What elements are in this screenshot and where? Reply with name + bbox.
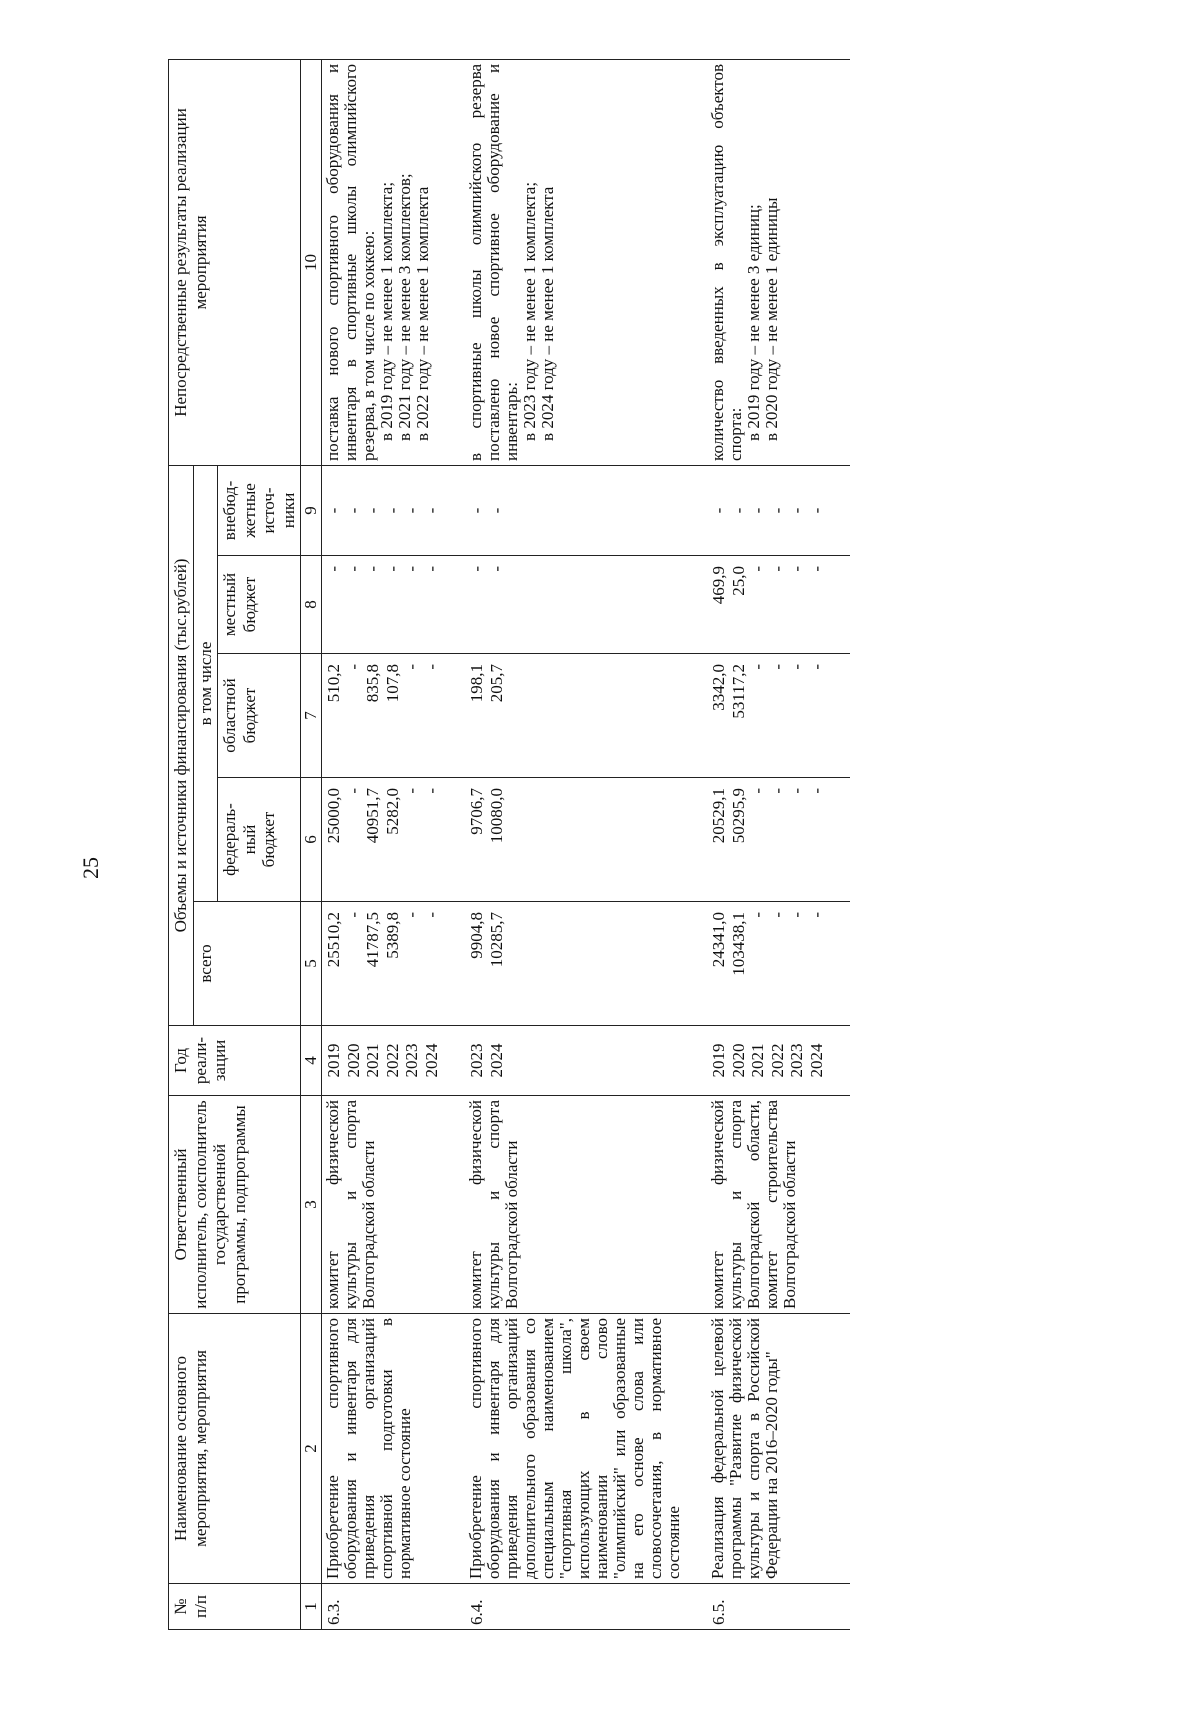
result-line: в 2019 году – не менее 3 единиц;	[744, 204, 763, 441]
extra-value: -	[486, 507, 506, 514]
local-value: -	[402, 566, 421, 572]
total-value: -	[806, 912, 826, 918]
result-line: поставка нового спортивного оборудования и инвентаря в спортивные школы олимпийского резерва, в том числе по хоккею:	[323, 63, 378, 461]
row-total	[465, 902, 707, 1026]
col-number: 3	[301, 1096, 322, 1314]
row-name: Приобретение спортивного оборудования и инвентаря для приведения организаций дополнительного образования со специальным наименованием "спортивная школа", использующих в своем наименовании слово "олимпийский" или образованные на его основе слова или словосочетания, в нормативное состояние	[465, 1314, 707, 1584]
header-incl: в том числе	[193, 465, 218, 901]
result-line: в 2023 году – не менее 1 комплекта;	[520, 181, 539, 441]
col-number: 4	[301, 1026, 322, 1096]
extra-value: -	[709, 507, 728, 514]
local-value: -	[421, 566, 441, 572]
col-number: 5	[301, 902, 322, 1026]
local-value: -	[324, 566, 343, 572]
col-number: 8	[301, 556, 322, 654]
row-number: 6.3.	[322, 1584, 466, 1630]
federal-value: -	[402, 788, 421, 794]
local-value: 469,9	[709, 566, 728, 605]
year-value: 2021	[748, 1043, 767, 1078]
total-value: 10285,7	[486, 912, 506, 968]
year-value: 2020	[728, 1043, 748, 1078]
regional-value: -	[767, 664, 787, 670]
result-line: количество введенных в эксплуатацию объектов спорта:	[708, 63, 745, 461]
regional-value: -	[787, 664, 806, 670]
regional-value: 107,8	[382, 664, 402, 703]
federal-value: -	[767, 788, 787, 794]
header-regional: областной бюджет	[218, 654, 301, 778]
row-extra	[465, 465, 707, 555]
year-value: 2023	[402, 1043, 421, 1078]
header-federal: федераль- ный бюджет	[218, 778, 301, 902]
regional-value: -	[421, 664, 441, 670]
federal-value: -	[748, 788, 767, 794]
year-value: 2019	[709, 1043, 728, 1078]
local-value: -	[806, 566, 826, 572]
federal-value: -	[343, 788, 363, 794]
regional-value: -	[402, 664, 421, 670]
table-body	[322, 59, 851, 1629]
row-results	[322, 59, 466, 465]
local-value: -	[467, 566, 486, 572]
page-number: 25	[78, 857, 103, 879]
total-value: -	[343, 912, 363, 918]
extra-value: -	[343, 507, 363, 514]
extra-value: -	[748, 507, 767, 514]
year-value: 2023	[467, 1043, 486, 1078]
row-name: Приобретение спортивного оборудования и инвентаря для приведения организаций спортивной подготовки в нормативное состояние	[322, 1314, 466, 1584]
federal-value: -	[806, 788, 826, 794]
year-value: 2020	[343, 1043, 363, 1078]
regional-value: 510,2	[324, 664, 343, 703]
regional-value: 53117,2	[728, 664, 748, 719]
program-table	[168, 59, 850, 1630]
federal-value: 5282,0	[382, 788, 402, 835]
extra-value: -	[467, 507, 486, 514]
local-value: 25,0	[728, 566, 748, 596]
extra-value: -	[806, 507, 826, 514]
total-value: -	[767, 912, 787, 918]
row-number: 6.5.	[707, 1584, 850, 1630]
regional-value: 835,8	[363, 664, 382, 703]
table-row	[465, 59, 707, 1629]
federal-value: -	[421, 788, 441, 794]
row-total	[322, 902, 466, 1026]
federal-value: -	[787, 788, 806, 794]
header-extra: внебюд- жетные источ- ники	[218, 465, 301, 555]
federal-value: 50295,9	[728, 788, 748, 844]
header-results: Непосредственные результаты реализации мероприятия	[169, 59, 301, 465]
row-local	[707, 556, 850, 654]
row-local	[322, 556, 466, 654]
col-number: 6	[301, 778, 322, 902]
result-line: в спортивные школы олимпийского резерва поставлено новое спортивное оборудование и инвентарь:	[466, 63, 521, 461]
regional-value: -	[806, 664, 826, 670]
row-years	[707, 1026, 850, 1096]
regional-value: -	[343, 664, 363, 670]
row-results	[707, 59, 850, 465]
row-years	[322, 1026, 466, 1096]
regional-value: 198,1	[467, 664, 486, 703]
row-regional	[465, 654, 707, 778]
header-total: всего	[193, 902, 301, 1026]
row-federal	[322, 778, 466, 902]
total-value: -	[748, 912, 767, 918]
year-value: 2023	[787, 1043, 806, 1078]
header-name: Наименование основного мероприятия, мероприятия	[169, 1314, 301, 1584]
result-line: в 2019 году – не менее 1 комплекта;	[377, 181, 396, 441]
total-value: 24341,0	[709, 912, 728, 968]
row-responsible: комитет физической культуры и спорта Волгоградской области, комитет строительства Волгоградской области	[707, 1096, 850, 1314]
total-value: 5389,8	[382, 912, 402, 959]
local-value: -	[748, 566, 767, 572]
header-local: местный бюджет	[218, 556, 301, 654]
row-responsible: комитет физической культуры и спорта Волгоградской области	[465, 1096, 707, 1314]
extra-value: -	[421, 507, 441, 514]
row-extra	[322, 465, 466, 555]
header-finance: Объемы и источники финансирования (тыс.рублей)	[169, 465, 194, 1025]
local-value: -	[787, 566, 806, 572]
extra-value: -	[363, 507, 382, 514]
federal-value: 20529,1	[709, 788, 728, 844]
row-name: Реализация федеральной целевой программы "Развитие физической культуры и спорта в Российской Федерации на 2016–2020 годы"	[707, 1314, 850, 1584]
year-value: 2022	[382, 1043, 402, 1078]
header-responsible: Ответственный исполнитель, соисполнитель государственной программы, подпрограммы	[169, 1096, 301, 1314]
row-federal	[465, 778, 707, 902]
col-number: 1	[301, 1584, 322, 1630]
row-local	[465, 556, 707, 654]
row-total	[707, 902, 850, 1026]
local-value: -	[382, 566, 402, 572]
header-no: № п/п	[169, 1584, 301, 1630]
result-line: в 2024 году – не менее 1 комплекта	[538, 186, 557, 441]
federal-value: 9706,7	[467, 788, 486, 835]
row-responsible: комитет физической культуры и спорта Волгоградской области	[322, 1096, 466, 1314]
extra-value: -	[402, 507, 421, 514]
table-row	[707, 59, 850, 1629]
total-value: -	[787, 912, 806, 918]
local-value: -	[486, 566, 506, 572]
regional-value: -	[748, 664, 767, 670]
result-line: в 2022 году – не менее 1 комплекта	[413, 186, 432, 441]
row-regional	[707, 654, 850, 778]
local-value: -	[767, 566, 787, 572]
rotated-table-container	[168, 60, 1168, 1630]
regional-value: 205,7	[486, 664, 506, 703]
result-line: в 2021 году – не менее 3 комплектов;	[395, 173, 414, 441]
col-number: 2	[301, 1314, 322, 1584]
extra-value: -	[787, 507, 806, 514]
local-value: -	[343, 566, 363, 572]
col-number: 7	[301, 654, 322, 778]
federal-value: 25000,0	[324, 788, 343, 844]
col-number: 10	[301, 59, 322, 465]
row-number: 6.4.	[465, 1584, 707, 1630]
col-number: 9	[301, 465, 322, 555]
year-value: 2024	[486, 1043, 506, 1078]
year-value: 2021	[363, 1043, 382, 1078]
total-value: -	[421, 912, 441, 918]
total-value: -	[402, 912, 421, 918]
header-year: Год реали- зации	[169, 1026, 301, 1096]
row-years	[465, 1026, 707, 1096]
total-value: 103438,1	[728, 912, 748, 976]
federal-value: 40951,7	[363, 788, 382, 844]
total-value: 41787,5	[363, 912, 382, 968]
row-results	[465, 59, 707, 465]
row-federal	[707, 778, 850, 902]
total-value: 9904,8	[467, 912, 486, 959]
year-value: 2022	[767, 1043, 787, 1078]
federal-value: 10080,0	[486, 788, 506, 844]
regional-value: 3342,0	[709, 664, 728, 711]
year-value: 2024	[421, 1043, 441, 1078]
year-value: 2019	[324, 1043, 343, 1078]
row-regional	[322, 654, 466, 778]
row-extra	[707, 465, 850, 555]
local-value: -	[363, 566, 382, 572]
extra-value: -	[767, 507, 787, 514]
extra-value: -	[324, 507, 343, 514]
column-number-row	[301, 59, 322, 1629]
extra-value: -	[728, 507, 748, 514]
total-value: 25510,2	[324, 912, 343, 968]
table-row	[322, 59, 466, 1629]
extra-value: -	[382, 507, 402, 514]
result-line: в 2020 году – не менее 1 единицы	[762, 197, 781, 441]
year-value: 2024	[806, 1043, 826, 1078]
